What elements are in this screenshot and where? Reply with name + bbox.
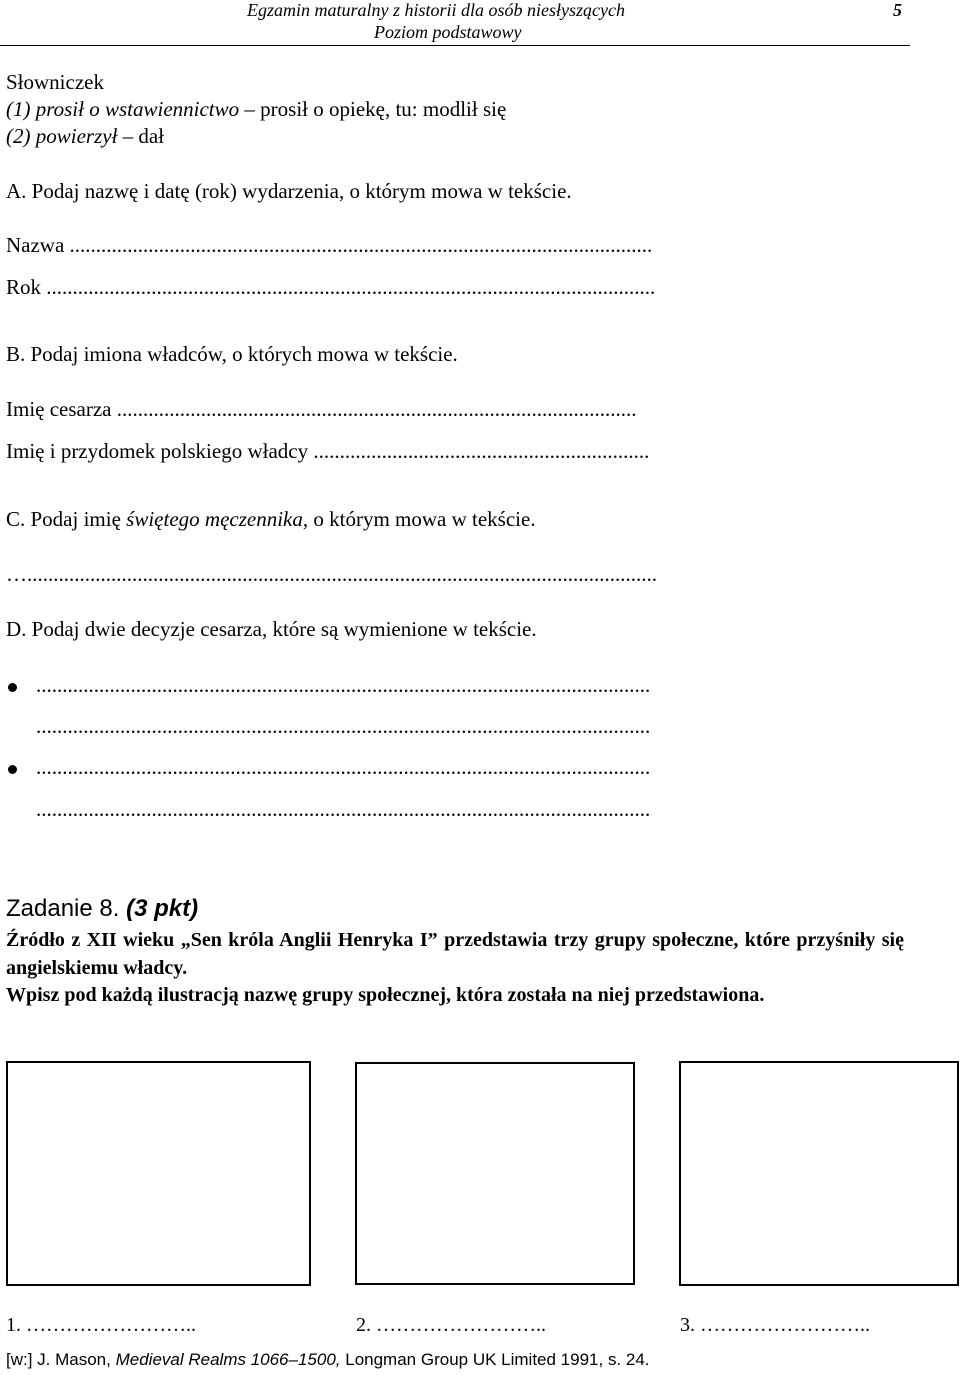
task-8-heading <box>6 895 198 923</box>
glossary-item-2 <box>6 124 164 149</box>
task-c-prompt-italic: świętego męczennika <box>126 507 303 531</box>
glossary-term-2: (2) powierzył <box>6 124 118 148</box>
illustration-box-2 <box>355 1062 635 1285</box>
task-d-answer-line-3[interactable]: ..................................................................................................................... <box>36 755 651 779</box>
answer-field-2[interactable]: 2. …………………….. <box>356 1314 546 1336</box>
task-b-prompt: B. Podaj imiona władców, o których mowa w tekście. <box>6 342 458 366</box>
task-8-description: Źródło z XII wieku „Sen króla Anglii Henryka I” przedstawia trzy grupy społeczne, które przyśniły się angielskiemu władcy. <box>6 929 904 979</box>
illustration-box-1 <box>6 1061 311 1286</box>
exam-level: Poziom podstawowy <box>374 22 522 42</box>
task-a-name-field[interactable]: Nazwa ............................................................................................................... <box>6 233 653 257</box>
page-number: 5 <box>893 0 902 20</box>
task-b-emperor-field[interactable]: Imię cesarza ................................................................................................... <box>6 397 637 421</box>
header-divider <box>0 45 910 46</box>
task-d-answer-line-4[interactable]: ..................................................................................................................... <box>36 797 651 821</box>
task-c-prompt <box>6 507 536 532</box>
task-d-answer-line-1[interactable]: ..................................................................................................................... <box>36 673 651 697</box>
task-c-prompt-end: , o którym mowa w tekście. <box>302 507 536 531</box>
source-book-title: Medieval Realms 1066–1500, <box>115 1350 341 1369</box>
task-a-year-field[interactable]: Rok .................................................................................................................... <box>6 275 656 299</box>
illustration-box-3 <box>679 1061 959 1286</box>
task-c-prompt-start: C. Podaj imię <box>6 507 127 531</box>
task-8-instruction: Wpisz pod każdą ilustracją nazwę grupy społecznej, która została na niej przedstawiona. <box>6 984 765 1006</box>
source-publisher: Longman Group UK Limited 1991, s. 24. <box>340 1350 650 1369</box>
task-b-polish-ruler-field[interactable]: Imię i przydomek polskiego władcy ................................................................ <box>6 439 650 463</box>
glossary-item-1 <box>6 97 506 122</box>
task-c-answer-field[interactable]: …........................................................................................................................ <box>6 562 657 586</box>
source-citation <box>6 1350 650 1370</box>
glossary-heading: Słowniczek <box>6 70 104 94</box>
task-8-number: Zadanie 8. <box>6 895 120 922</box>
task-a-prompt: A. Podaj nazwę i datę (rok) wydarzenia, o którym mowa w tekście. <box>6 179 572 203</box>
bullet-icon <box>8 683 17 692</box>
task-d-prompt: D. Podaj dwie decyzje cesarza, które są wymienione w tekście. <box>6 617 537 641</box>
glossary-def-2: – dał <box>117 124 165 148</box>
glossary-term-1: (1) prosił o wstawiennictwo <box>6 97 240 121</box>
task-8-points: (3 pkt) <box>126 895 199 922</box>
task-d-answer-line-2[interactable]: ..................................................................................................................... <box>36 714 651 738</box>
exam-title: Egzamin maturalny z historii dla osób niesłyszących <box>247 0 625 20</box>
glossary-def-1: – prosił o opiekę, tu: modlił się <box>239 97 507 121</box>
answer-field-1[interactable]: 1. …………………….. <box>6 1314 196 1336</box>
answer-field-3[interactable]: 3. …………………….. <box>680 1314 870 1336</box>
source-prefix: [w:] J. Mason, <box>6 1350 116 1369</box>
bullet-icon <box>8 765 17 774</box>
